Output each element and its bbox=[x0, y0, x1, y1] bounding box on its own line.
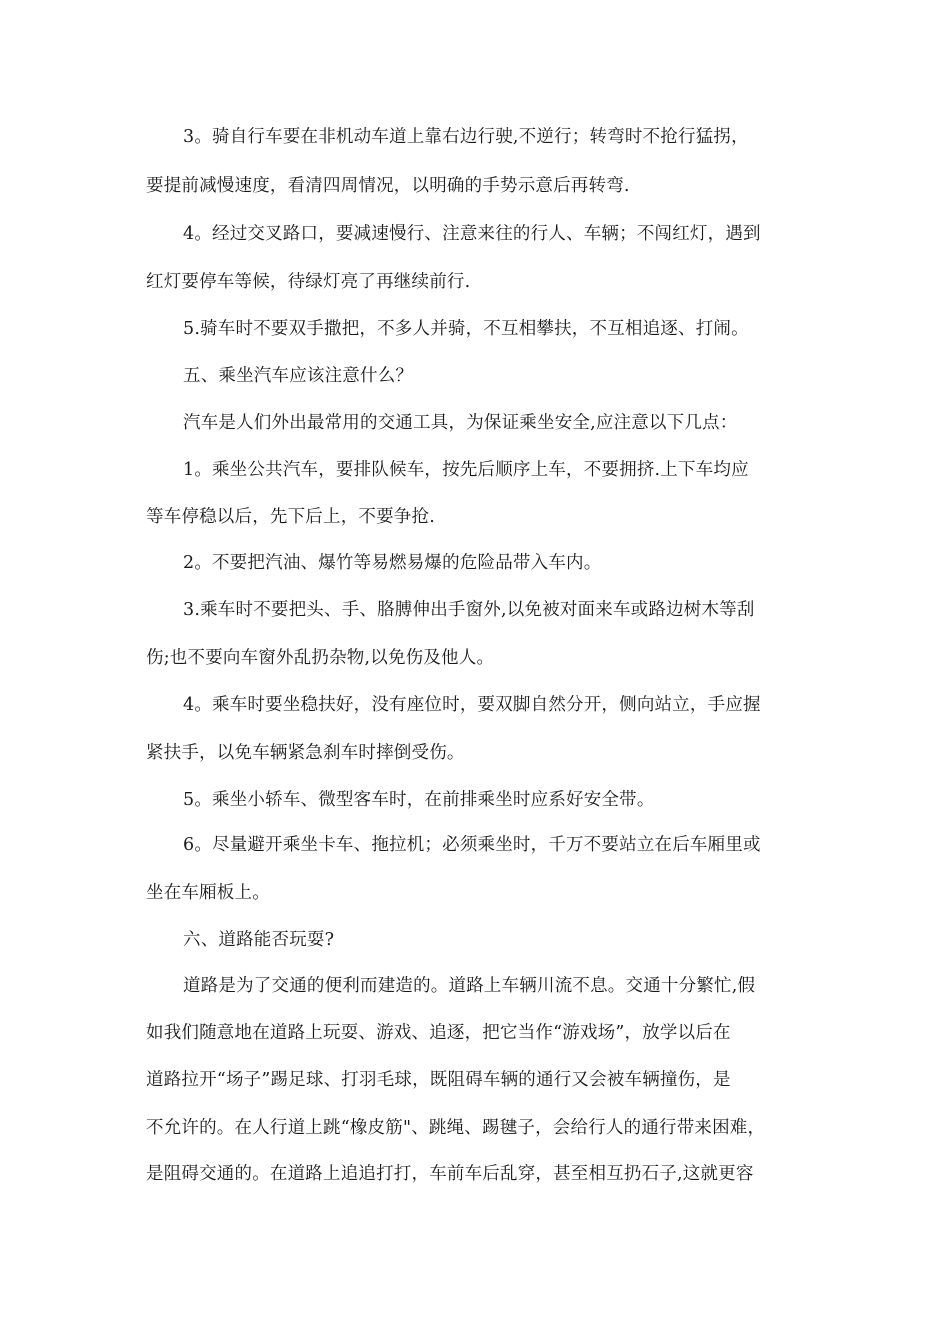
paragraph-line: 道路是为了交通的便利而建造的。道路上车辆川流不息。交通十分繁忙,假 bbox=[183, 976, 756, 996]
paragraph-line: 是阻碍交通的。在道路上追追打打，车前车后乱穿，甚至相互扔石子,这就更容 bbox=[146, 1164, 754, 1184]
paragraph-line: 汽车是人们外出最常用的交通工具，为保证乘坐安全,应注意以下几点： bbox=[183, 413, 738, 433]
paragraph-line: 伤;也不要向车窗外乱扔杂物,以免伤及他人。 bbox=[146, 648, 495, 668]
paragraph-line: 红灯要停车等候，待绿灯亮了再继续前行. bbox=[146, 272, 471, 292]
paragraph-line: 1。乘坐公共汽车，要排队候车，按先后顺序上车，不要拥挤.上下车均应 bbox=[183, 460, 749, 480]
paragraph-line: 不允许的。在人行道上跳“橡皮筋"、跳绳、踢毽子，会给行人的通行带来困难， bbox=[146, 1118, 766, 1138]
section-heading: 五、乘坐汽车应该注意什么？ bbox=[183, 366, 414, 386]
paragraph-line: 2。不要把汽油、爆竹等易燃易爆的危险品带入车内。 bbox=[183, 553, 602, 573]
paragraph-line: 道路拉开“场子”踢足球、打羽毛球，既阻碍车辆的通行又会被车辆撞伤，是 bbox=[146, 1070, 731, 1090]
paragraph-line: 坐在车厢板上。 bbox=[146, 883, 270, 903]
paragraph-line: 紧扶手，以免车辆紧急刹车时摔倒受伤。 bbox=[146, 743, 465, 763]
paragraph-line: 如我们随意地在道路上玩耍、游戏、追逐，把它当作“游戏场”，放学以后在 bbox=[146, 1023, 731, 1043]
paragraph-line: 等车停稳以后，先下后上，不要争抢. bbox=[146, 507, 435, 527]
paragraph-line: 3.乘车时不要把头、手、胳膊伸出手窗外,以免被对面来车或路边树木等刮 bbox=[183, 600, 755, 620]
paragraph-line: 4。乘车时要坐稳扶好，没有座位时，要双脚自然分开，侧向站立，手应握 bbox=[183, 695, 761, 715]
paragraph-line: 5.骑车时不要双手撒把，不多人并骑，不互相攀扶，不互相追逐、打闹。 bbox=[183, 319, 749, 339]
paragraph-line: 6。尽量避开乘坐卡车、拖拉机；必须乘坐时，千万不要站立在后车厢里或 bbox=[183, 835, 761, 855]
section-heading: 六、道路能否玩耍? bbox=[183, 930, 335, 950]
paragraph-line: 要提前减慢速度，看清四周情况，以明确的手势示意后再转弯. bbox=[146, 176, 630, 196]
paragraph-line: 4。经过交叉路口，要减速慢行、注意来往的行人、车辆；不闯红灯，遇到 bbox=[183, 224, 761, 244]
paragraph-line: 5。乘坐小轿车、微型客车时，在前排乘坐时应系好安全带。 bbox=[183, 790, 655, 810]
paragraph-line: 3。骑自行车要在非机动车道上靠右边行驶,不逆行；转弯时不抢行猛拐， bbox=[183, 127, 749, 147]
